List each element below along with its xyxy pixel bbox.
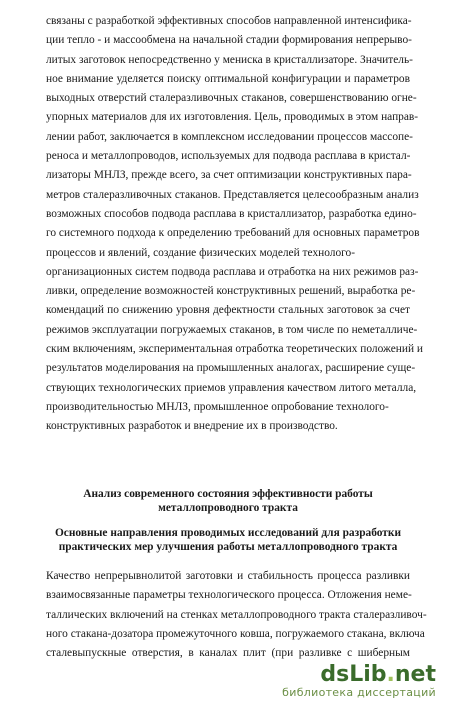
- text-line: ливки, определение возможностей конструктивных решений, выработка ре-: [46, 285, 416, 298]
- text-line: лизаторы МНЛЗ, прежде всего, за счет оптимизации конструктивных пара-: [46, 169, 412, 182]
- text-line: ствующих технологических приемов управления качеством литого металла,: [46, 381, 417, 394]
- section-heading-directions: [46, 526, 410, 554]
- text-line: упорных материалов для их изготовления. Цель, проводимых в этом направ-: [46, 111, 419, 124]
- watermark-subtitle: библиотека диссертаций: [282, 686, 436, 699]
- paragraph-2: [46, 567, 427, 663]
- text-line: ного стакана-дозатора промежуточного ковша, погружаемого стакана, включа: [46, 627, 425, 640]
- text-line: го системного подхода к определению требований для основных параметров: [46, 227, 420, 240]
- text-line: организационных систем подвода расплава и отработка на них режимов раз-: [46, 265, 419, 278]
- text-line: режимов эксплуатации погружаемых стаканов, в том числе по неметалличе-: [46, 323, 418, 336]
- text-line: метров сталеразливочных стаканов. Представляется целесообразным анализ: [46, 188, 419, 201]
- section-heading-analysis: [46, 487, 410, 515]
- logo-dot: .: [386, 662, 395, 687]
- text-line: лении работ, заключается в комплексном исследовании процессов массопе-: [46, 130, 413, 143]
- text-line: возможных способов подвода расплава в кристаллизатор, разработка едино-: [46, 207, 417, 220]
- text-line: производительностью МНЛЗ, промышленное опробование технолого-: [46, 400, 389, 413]
- text-line: сталевыпускные отверстия, в каналах плит (при разливке с шиберным: [46, 647, 410, 660]
- text-line: взаимосвязанные параметры технологического процесса. Отложения неме-: [46, 589, 412, 602]
- text-line: выходных отверстий сталеразливочных стаканов, совершенствованию огне-: [46, 92, 417, 105]
- text-line: связаны с разработкой эффективных способов направленной интенсифика-: [46, 15, 412, 27]
- text-line: реноса и металлопроводов, используемых для подвода расплава в кристал-: [46, 150, 411, 163]
- heading-line: Основные направления проводимых исследований для разработки: [54, 527, 402, 539]
- text-line: комендаций по снижению уровня дефектности стальных заготовок за счет: [46, 304, 410, 317]
- logo-tld: net: [394, 662, 436, 687]
- text-line: литых заготовок непосредственно у мениска в кристаллизаторе. Значитель-: [46, 53, 413, 66]
- heading-line: Анализ современного состояния эффективности работы: [83, 488, 373, 500]
- text-line: ским включениям, экспериментальная отработка теоретических положений и: [46, 343, 424, 356]
- text-line: ции тепло - и массообмена на начальной стадии формирования непрерыво-: [46, 34, 412, 47]
- heading-line: металлопроводного тракта: [158, 502, 298, 514]
- text-line: конструктивных разработок и внедрение их в производство.: [46, 420, 338, 433]
- heading-line: практических мер улучшения работы металлопроводного тракта: [58, 541, 398, 553]
- text-line: результатов моделирования на промышленных аналогах, расширение суще-: [46, 362, 416, 375]
- paragraph-1: [46, 12, 424, 437]
- watermark-logo: [282, 664, 436, 686]
- text-line: таллических включений на стенках металлопроводного тракта сталеразливоч-: [46, 608, 427, 621]
- text-line: ное внимание уделяется поиску оптимальной конфигурации и параметров: [46, 72, 410, 85]
- text-line: процессов и явлений, создание физических моделей технолого-: [46, 246, 356, 259]
- logo-main: dsLib: [320, 662, 387, 687]
- text-line: Качество непрерывнолитой заготовки и стабильность процесса разливки: [46, 570, 410, 582]
- dslib-watermark: [282, 664, 436, 699]
